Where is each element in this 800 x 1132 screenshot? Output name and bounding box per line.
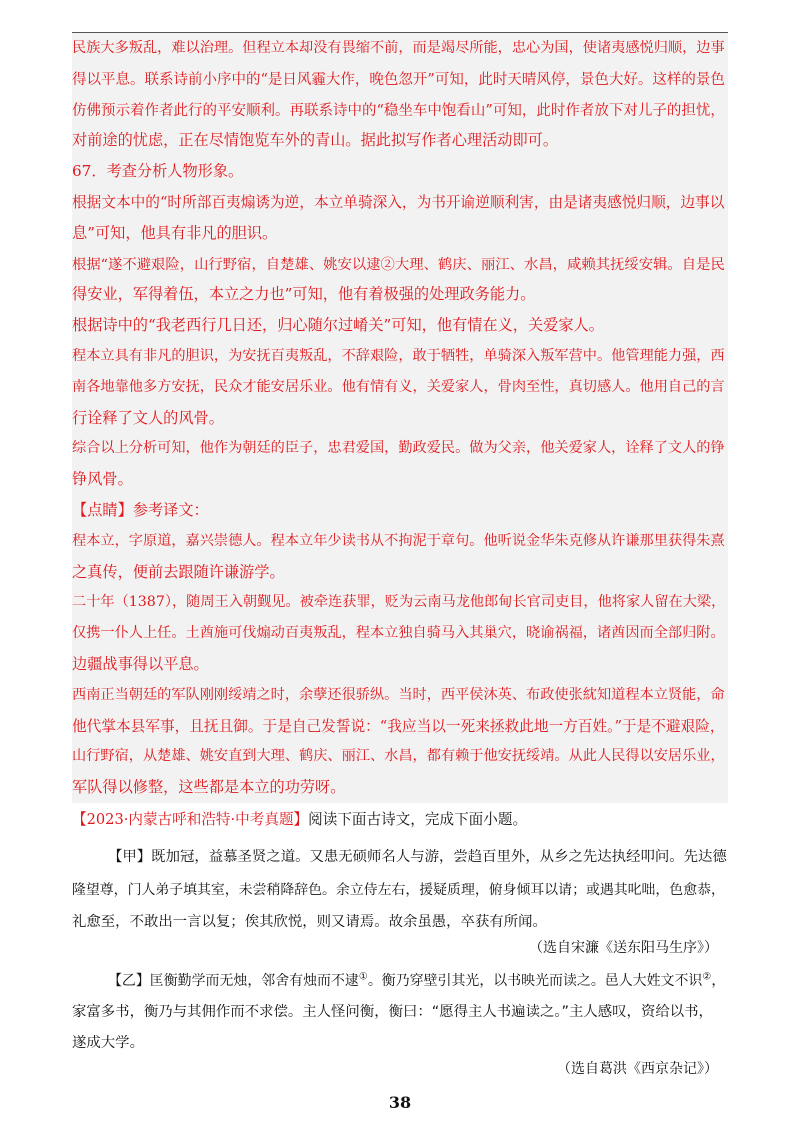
question-instruction: 阅读下面古诗文，完成下面小题。	[308, 811, 528, 828]
jia-line-3: 礼愈至，不敢出一言以复；俟其欣悦，则又请焉。故余虽愚，卒获有所闻。	[72, 914, 547, 930]
answer-line: 二十年（1387），随周王入朝觐见。被牵连获罪，贬为云南马龙他郎甸长官司吏目，他将家人留在大梁，	[72, 594, 726, 611]
answer-line: 之真传，便前去跟随许谦游学。	[72, 562, 285, 581]
answer-line: 程本立具有非凡的胆识，为安抚百夷叛乱，不辞艰险，敢于牺牲，单骑深入叛军营中。他管理能力强，西	[72, 348, 725, 364]
yi-line-1-part-a: 【乙】匡衡勤学而无烛，邻舍有烛而不逮	[108, 973, 359, 989]
answer-line: 仅携一仆人上任。土酋施可伐煽动百夷叛乱，程本立独自骑马入其巢穴，晓谕祸福，诸酋因而全部归附。	[72, 625, 725, 642]
answer-line: 综合以上分析可知，他作为朝廷的臣子，忠君爱国，勤政爱民。做为父亲，他关爱家人，诠释了文人的铮	[72, 440, 725, 457]
answer-line: 民族大多叛乱，难以治理。但程立本却没有畏缩不前，而是竭尽所能，忠心为国，使诸夷感悦归顺，边事	[72, 40, 725, 56]
answer-line: 他代掌本县军事，且抚且御。于是自己发誓说：“我应当以一死来拯救此地一方百姓。”于是不避艰险，	[72, 717, 725, 735]
answer-line: 军队得以修整，这些都是本立的功劳呀。	[72, 778, 346, 797]
answer-line: 【点睛】参考译文：	[72, 501, 209, 519]
footnote-marker-1: ①	[358, 971, 368, 983]
answer-line: 根据诗中的“我老西行几日还，归心随尔过崤关”可知，他有情在义，关爱家人。	[72, 316, 604, 335]
question-heading	[72, 808, 527, 829]
question-source-tag: 【2023·内蒙古呼和浩特·中考真题】	[72, 811, 309, 828]
answer-explanation-block	[72, 33, 728, 803]
jia-source: （选自宋濂《送东阳马生序》）	[529, 940, 718, 956]
yi-source: （选自葛洪《西京杂记》）	[557, 1061, 718, 1077]
page-number: 38	[388, 1093, 412, 1112]
answer-line: 程本立，字原道，嘉兴崇德人。程本立年少读书从不拘泥于章句。他听说金华朱克修从许谦那里获得朱熹	[72, 532, 725, 549]
answer-line: 行诠释了文人的风骨。	[72, 408, 224, 427]
answer-line: 息”可知，他具有非凡的胆识。	[72, 223, 278, 242]
jia-line-2: 隆望尊，门人弟子填其室，未尝稍降辞色。余立侍左右，援疑质理，俯身倾耳以请；或遇其叱咄，色愈恭，	[72, 882, 725, 898]
answer-line: 根据“遂不避艰险，山行野宿，自楚雄、姚安以逮②大理、鹤庆、丽江、水昌，咸赖其抚绥安辑。自是民	[72, 256, 725, 273]
answer-line: 铮风骨。	[72, 470, 133, 489]
yi-line-1-part-c: ，	[711, 973, 726, 989]
answer-line: 对前途的忧虑，正在尽情饱览车外的青山。据此拟写作者心理活动即可。	[72, 131, 558, 150]
footnote-marker-2: ②	[702, 971, 712, 983]
answer-line: 根据文本中的“时所部百夷煽诱为逆，本立单骑深入，为书开谕逆顺利害，由是诸夷感悦归顺，边事以	[72, 194, 725, 211]
jia-line-1: 【甲】既加冠，益慕圣贤之道。又患无硕师名人与游，尝趋百里外，从乡之先达执经叩问。先达德	[108, 849, 727, 865]
yi-line-3: 遂成大学。	[72, 1035, 144, 1051]
answer-line: 得安业，军得着伍，本立之力也”可知，他有着极强的处理政务能力。	[72, 285, 536, 304]
answer-line: 得以平息。联系诗前小序中的“是日风霾大作，晚色忽开”可知，此时天晴风停，景色大好。这样的景色	[72, 71, 725, 88]
yi-line-1-part-b: 。衡乃穿壁引其光，以书映光而读之。邑人大姓文不识	[367, 973, 703, 989]
answer-line: 西南正当朝廷的军队刚刚绥靖之时，余孽还很骄纵。当时，西平侯沐英、布政使张紞知道程本立贤能，命	[72, 686, 725, 703]
answer-line: 山行野宿，从楚雄、姚安直到大理、鹤庆、丽江、水昌，都有赖于他安抚绥靖。从此人民得以安居乐业，	[72, 748, 725, 765]
yi-line-2: 家富多书，衡乃与其佣作而不求偿。主人怪问衡，衡曰：“愿得主人书遍读之。”主人感叹，资给以书，	[72, 1004, 713, 1020]
answer-line: 67．考查分析人物形象。	[72, 162, 244, 181]
answer-line: 仿佛预示着作者此行的平安顺利。再联系诗中的“稳坐车中饱看山”可知，此时作者放下对儿子的担忧，	[72, 102, 725, 119]
yi-line-1	[108, 969, 725, 989]
answer-line: 南各地靠他多方安抚，民众才能安居乐业。他有情有义，关爱家人，骨肉至性，真切感人。他用自己的言	[72, 378, 725, 395]
answer-line: 边疆战事得以平息。	[72, 655, 209, 673]
